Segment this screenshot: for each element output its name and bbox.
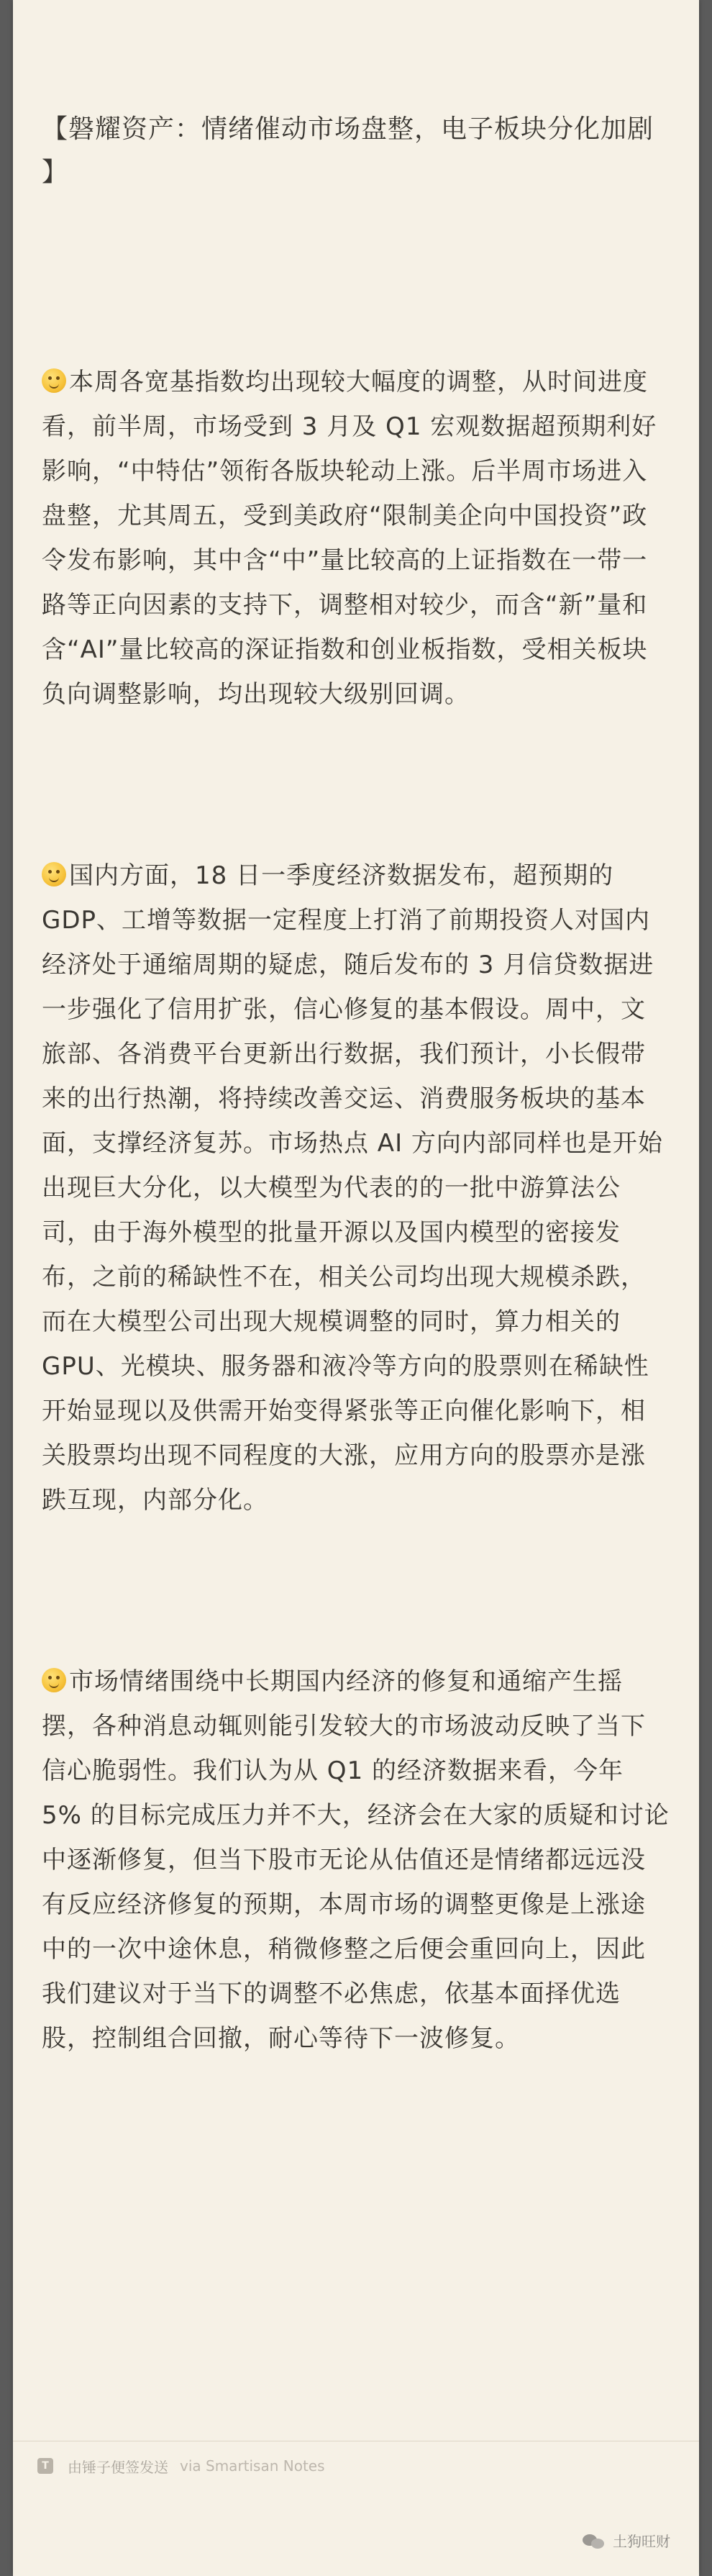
smile-emoji-icon [42,1668,66,1692]
wechat-watermark [583,2530,670,2551]
paragraph-3: 市场情绪围绕中长期国内经济的修复和通缩产生摇摆，各种消息动辄则能引发较大的市场波动反映了当下信心脆弱性。我们认为从 Q1 的经济数据来看，今年 5% 的目标完成压力并不大，经济会在大家的质疑和讨论中逐渐修复，但当下股市无论从估值还是情绪都远远没有反应经济修复的预期，本周市场的调整更像是上涨途中的一次中途休息，稍微修整之后便会重回向上，因此我们建议对于当下的调整不必焦虑，依基本面择优选股，控制组合回撤，耐心等待下一波修复。 [42,1667,670,2053]
note-footer [13,2441,699,2576]
footer-attribution [37,2454,325,2478]
smile-emoji-icon [42,862,66,886]
paragraph-2: 国内方面，18 日一季度经济数据发布，超预期的 GDP、工增等数据一定程度上打消了前期投资人对国内经济处于通缩周期的疑虑，随后发布的 3 月信贷数据进一步强化了信用扩张，信心修复的基本假设。周中，文旅部、各消费平台更新出行数据，我们预计，小长假带来的出行热潮，将持续改善交运、消费服务板块的基本面，支撑经济复苏。市场热点 AI 方向内部同样也是开始出现巨大分化，以大模型为代表的的一批中游算法公司，由于海外模型的批量开源以及国内模型的密接发布，之前的稀缺性不在，相关公司均出现大规模杀跌，而在大模型公司出现大规模调整的同时，算力相关的 GPU、光模块、服务器和液冷等方向的股票则在稀缺性开始显现以及供需开始变得紧张等正向催化影响下，相关股票均出现不同程度的大涨，应用方向的股票亦是涨跌互现，内部分化。 [42,861,663,1515]
note-paper [13,0,699,2576]
paragraph-1: 本周各宽基指数均出现较大幅度的调整，从时间进度看，前半周，市场受到 3 月及 Q1 宏观数据超预期利好影响，“中特估”领衔各版块轮动上涨。后半周市场进入盘整，尤其周五，受到美政府“限制美企向中国投资”政令发布影响，其中含“中”量比较高的上证指数在一带一路等正向因素的支持下，调整相对较少，而含“新”量和含“AI”量比较高的深证指数和创业板指数，受相关板块负向调整影响，均出现较大级别回调。 [42,368,657,709]
footer-via-app: via Smartisan Notes [180,2457,325,2475]
note-title: 【磐耀资产：情绪催动市场盘整，电子板块分化加剧 】 [42,114,654,187]
footer-sent-via: 由锤子便签发送 [68,2458,168,2476]
smile-emoji-icon [42,368,66,393]
wechat-icon [583,2531,606,2550]
note-content [42,108,670,2061]
smartisan-notes-icon: T [37,2458,53,2474]
watermark-name: 土狗旺财 [613,2533,670,2550]
